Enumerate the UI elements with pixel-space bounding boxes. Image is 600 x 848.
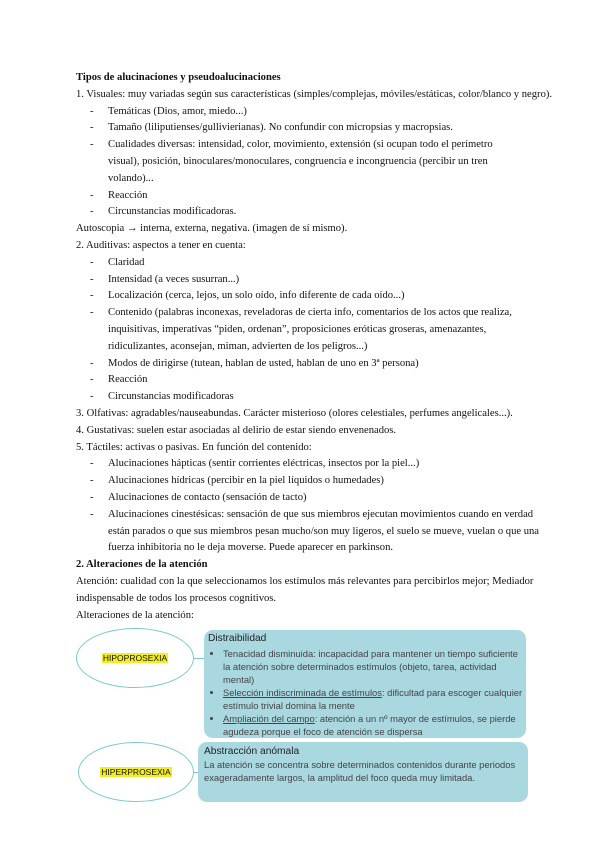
list-item: - Intensidad (a veces susurran...) [90,273,240,285]
list-item: • Selección indiscriminada de estímulos: dificultad para escoger cualquier estímulo trivial domina la mente [223,686,526,712]
list-item: - Alucinaciones hápticas (sentir corrientes eléctricas, insectos por la piel...) [90,458,420,470]
alterations-subheading: Alteraciones de la atención: [76,609,194,621]
olfativas-line: 3. Olfativas: agradables/nauseabundas. Carácter misterioso (olores celestiales, perfumes angelicales...). [76,407,513,419]
abstraccion-text: La atención se concentra sobre determinados contenidos durante periodos exageradamente largos, la amplitud del foco queda muy limitada. [204,759,516,783]
list-item: - Cualidades diversas: intensidad, color, movimiento, extensión (si ocupan todo el perímetro visual), posición, binoculares/monoculares, congruencia e incongruencia (percibir un tren volando)... [90,139,493,184]
list-item: - Alucinaciones hídricas (percibir en la piel líquidos o humedades) [90,475,384,487]
section-heading: Tipos de alucinaciones y pseudoalucinaciones [76,72,281,83]
list-item: - Circunstancias modificadoras. [90,206,237,218]
abstraccion-box [198,742,528,802]
list-item: - Reacción [90,374,148,386]
list-item: - Circunstancias modificadoras [90,391,234,403]
hipoprosexia-label: HIPOPROSEXIA [102,653,168,663]
visuales-title: 1. Visuales: muy variadas según sus características (simples/complejas, móviles/estáticas, color/blanco y negro). [76,88,553,100]
distraibilidad-box [204,630,526,738]
document-body [76,70,553,624]
autoscopia-line: Autoscopia → interna, externa, negativa. (imagen de sí mismo). [76,223,348,235]
tactiles-title: 5. Táctiles: activas o pasivas. En función del contenido: [76,441,312,453]
gustativas-line: 4. Gustativas: suelen estar asociadas al delirio de estar siendo envenenados. [76,424,397,436]
auditivas-title: 2. Auditivas: aspectos a tener en cuenta: [76,239,246,251]
list-item: - Modos de dirigirse (tutean, hablan de usted, hablan de uno en 3ª persona) [90,357,419,369]
list-item: - Tamaño (liliputienses/gullivierianas). No confundir con micropsias y macropsias. [90,122,453,134]
attention-diagram [76,628,536,808]
list-item: • Ampliación del campo: atención a un nº mayor de estímulos, se pierde agudeza porque el foco de atención se dispersa [223,712,526,738]
list-item: - Alucinaciones cinestésicas: sensación de que sus miembros ejecutan movimientos cuando en verdad están parados o que sus miembros pesan mucho/son muy ligeros, el suelo se mueve, vuelan o que una fuerza inhibitoria no le deja moverse. Puede aparecer en parkinson. [90,508,540,554]
distraibilidad-list [208,647,526,738]
box-title: Distraibilidad [208,633,267,644]
list-item: - Temáticas (Dios, amor, miedo...) [90,105,247,117]
list-item: - Contenido (palabras inconexas, reveladoras de cierta info, comentarios de los actos que realiza, inquisitivas, imperativas “piden, ordenan”, proposiciones eróticas groseras, amenazantes, ridiculizantes, aconsejan, miman, advierten de los peligros...) [90,307,512,352]
list-item: - Localización (cerca, lejos, un solo oído, info diferente de cada oído...) [90,290,405,302]
list-item: - Reacción [90,189,148,201]
attention-definition: Atención: cualidad con la que seleccionamos los estímulos más relevantes para percibirlos mejor; Mediador indispensable de todos los procesos cognitivos. [76,575,534,604]
section2-title: 2. Alteraciones de la atención [76,559,208,571]
list-item: - Claridad [90,256,145,268]
hipoprosexia-node [76,628,194,688]
list-item: - Alucinaciones de contacto (sensación de tacto) [90,491,307,503]
hiperprosexia-label: HIPERPROSEXIA [101,767,171,777]
hiperprosexia-node [78,742,194,802]
list-item: • Tenacidad disminuida: incapacidad para mantener un tiempo suficiente la atención sobre determinados estímulos (objeto, tarea, actividad mental) [223,647,526,686]
box-title: Abstracción anómala [204,746,300,757]
